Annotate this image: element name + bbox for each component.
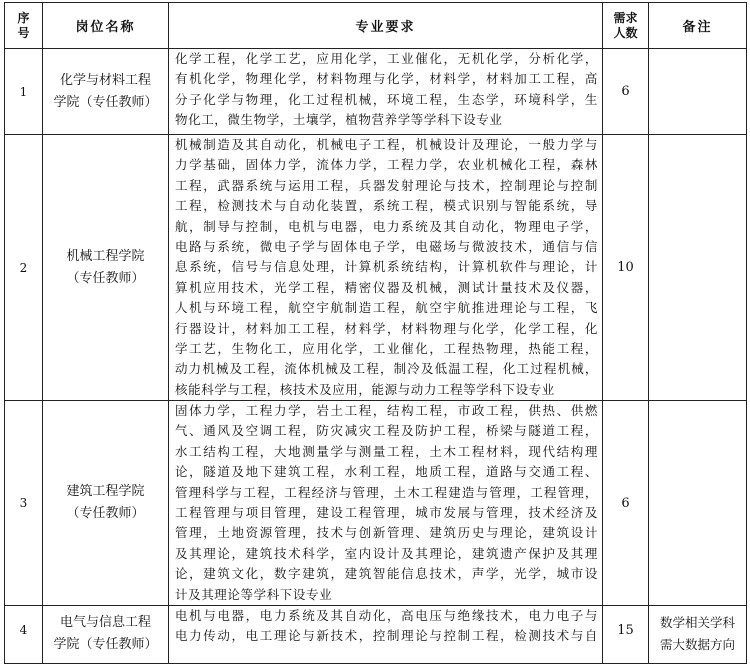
header-count-line-1: 需求 (613, 10, 638, 25)
requirement-line: 工程管理与项目管理，建设工程管理，城市发展与管理，技术经济及 (175, 505, 598, 521)
requirement-line: 分子化学与物理，化工过程机械，环境工程，生态学，环境科学，生 (175, 91, 598, 107)
requirement-line: 动力机械及工程，流体机械及工程，制冷及低温工程，化工过程机械， (175, 361, 598, 377)
headcount: 6 (603, 401, 649, 606)
table-row (5, 135, 747, 401)
requirement-line: 论，建筑文化，数字建筑，建筑智能信息技术，声学，光学，城市设 (175, 566, 598, 582)
position-name (43, 49, 169, 135)
requirement-line: 计及其理论等学科下设专业 (175, 586, 333, 602)
table-row (5, 401, 747, 606)
major-requirement (169, 401, 603, 606)
row-index: 3 (5, 401, 43, 606)
requirement-line: 人机与环境工程，航空宇航制造工程，航空宇航推进理论与工程，飞 (175, 300, 598, 316)
position-name (43, 135, 169, 401)
header-note: 备注 (649, 3, 747, 49)
requirement-line: 息系统，信号与信息处理，计算机系统结构，计算机软件与理论，计 (175, 259, 598, 275)
requirement-line: 水工结构工程，大地测量学与测量工程，土木工程材料，现代结构理 (175, 443, 598, 459)
requirement-line: 工程，检测技术与自动化装置，系统工程，模式识别与智能系统，导 (175, 198, 598, 214)
headcount: 15 (603, 605, 649, 663)
requirement-line: 核能科学与工程，核技术及应用，能源与动力工程等学科下设专业 (175, 381, 555, 397)
requirement-line: 算机应用技术，光学工程，精密仪器及机械，测试计量技术及仪器， (175, 279, 598, 295)
table-row (5, 49, 747, 135)
requirement-line: 物化工，微生物学，土壤学，植物营养学等学科下设专业 (175, 112, 503, 128)
requirement-line: 论，隧道及地下建筑工程，水利工程，地质工程，道路与交通工程、 (175, 464, 598, 480)
row-index: 2 (5, 135, 43, 401)
requirement-line: 航，制导与控制，电机与电器，电力系统及其自动化，物理电子学， (175, 218, 598, 234)
header-position: 岗位名称 (43, 3, 169, 49)
position-name-line: （专任教师） (66, 506, 145, 522)
remarks (649, 135, 747, 401)
position-name-line: 电气与信息工程 (59, 614, 151, 630)
requirement-line: 管理，土地资源管理，技术与创新管理、建筑历史与理论，建筑设计 (175, 525, 598, 541)
header-index (5, 3, 43, 49)
requirement-line: 有机化学，物理化学，材料物理与化学，材料学，材料加工工程，高 (175, 71, 598, 87)
major-requirement (169, 135, 603, 401)
position-name-line: （专任教师） (66, 270, 145, 286)
remarks (649, 605, 747, 663)
remarks (649, 49, 747, 135)
requirement-line: 及其理论，建筑技术科学，室内设计及其理论，建筑遗产保护及其理 (175, 545, 598, 561)
position-name-line: 学院（专任教师） (53, 94, 158, 110)
header-index-char-2: 号 (17, 25, 30, 40)
recruitment-table (4, 2, 747, 664)
requirement-line: 学工艺，生物化工，应用化学，工业催化，工程热物理，热能工程， (175, 340, 598, 356)
headcount: 10 (603, 135, 649, 401)
header-row (5, 3, 747, 49)
position-name (43, 401, 169, 606)
requirement-line: 气、通风及空调工程，防灾减灾工程及防护工程，桥梁与隧道工程， (175, 423, 598, 439)
position-name (43, 605, 169, 663)
header-requirement: 专业要求 (169, 3, 603, 49)
requirement-line: 管理科学与工程，工程经济与管理，土木工程建造与管理，工程管理， (175, 484, 598, 500)
header-index-char-1: 序 (17, 10, 30, 25)
requirement-line: 化学工程，化学工艺，应用化学，工业催化，无机化学，分析化学， (175, 51, 598, 66)
position-name-line: 机械工程学院 (66, 248, 145, 264)
requirement-line: 固体力学，工程力学，岩土工程，结构工程，市政工程，供热、供燃 (175, 403, 598, 419)
major-requirement (169, 49, 603, 135)
requirement-line: 行器设计，材料加工工程，材料学，材料物理与化学，化学工程，化 (175, 320, 598, 336)
requirement-line: 电机与电器，电力系统及其自动化，高电压与绝缘技术，电力电子与 (175, 607, 598, 623)
row-index: 1 (5, 49, 43, 135)
requirement-line: 电路与系统，微电子学与固体电子学，电磁场与微波技术，通信与信 (175, 238, 598, 254)
table-row (5, 605, 747, 663)
requirement-line: 工程，武器系统与运用工程，兵器发射理论与技术，控制理论与控制 (175, 177, 598, 193)
position-name-line: 化学与材料工程 (59, 72, 151, 88)
major-requirement (169, 605, 603, 663)
header-count (603, 3, 649, 49)
headcount: 6 (603, 49, 649, 135)
requirement-line: 机械制造及其自动化，机械电子工程，机械设计及理论，一般力学与 (175, 137, 598, 152)
remarks (649, 401, 747, 606)
remarks-line: 数学相关学科 (659, 614, 735, 630)
position-name-line: 学院（专任教师） (53, 636, 158, 652)
requirement-line: 电力传动，电工理论与新技术，控制理论与控制工程，检测技术与自 (175, 628, 598, 644)
header-count-line-2: 人数 (613, 25, 638, 40)
row-index: 4 (5, 605, 43, 663)
requirement-line: 力学基础，固体力学，流体力学，工程力学，农业机械化工程，森林 (175, 157, 598, 173)
remarks-line: 需大数据方向 (659, 636, 735, 652)
position-name-line: 建筑工程学院 (66, 484, 145, 500)
